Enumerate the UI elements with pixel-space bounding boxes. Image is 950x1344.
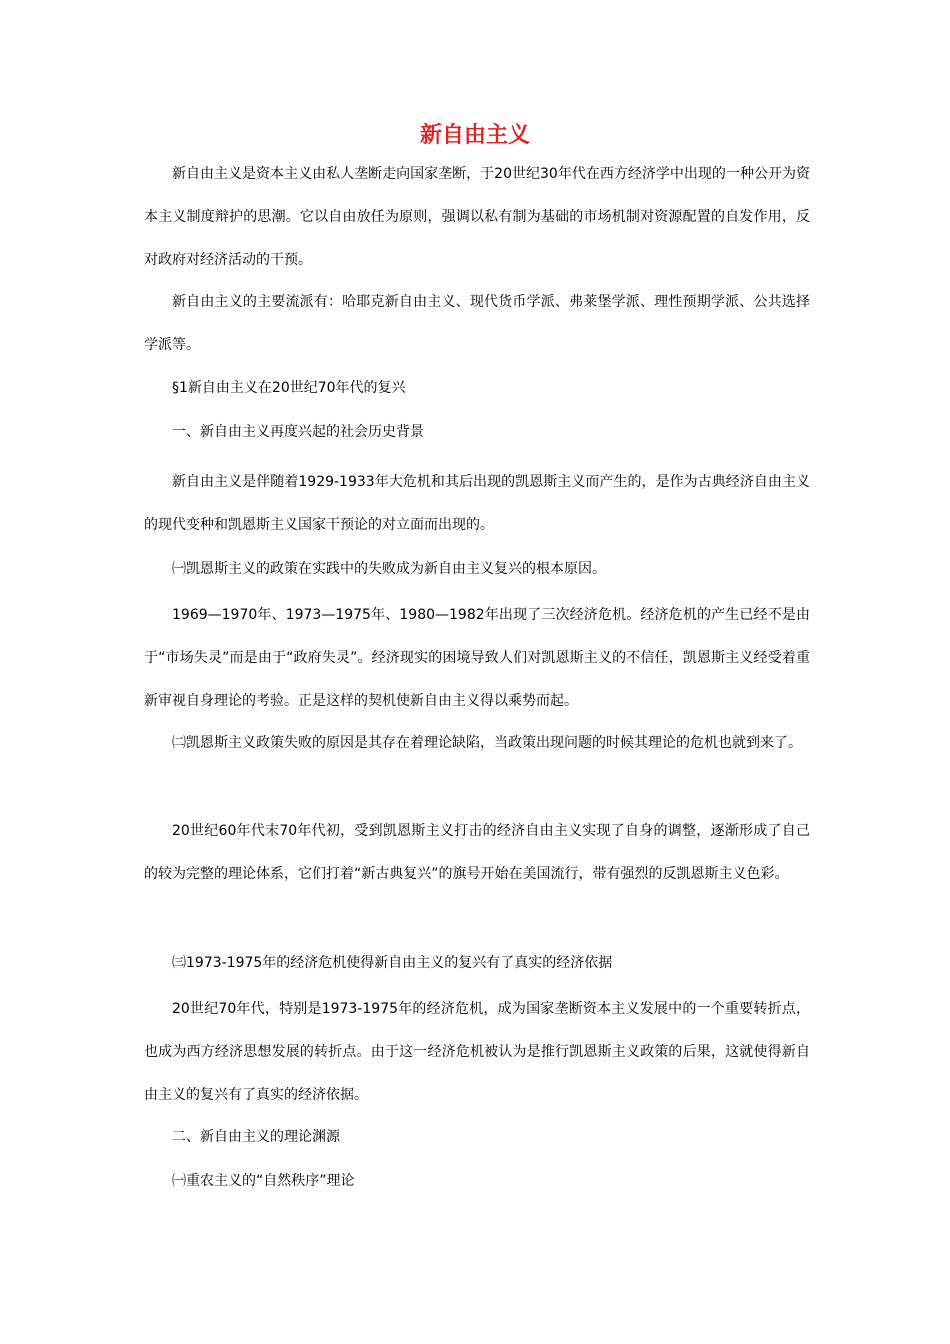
section-heading: §1新自由主义在20世纪70年代的复兴 (172, 380, 406, 396)
subsection-heading-2: 二、新自由主义的理论渊源 (172, 1129, 340, 1145)
point-heading-1: ㈠凯恩斯主义的政策在实践中的失败成为新自由主义复兴的根本原因。 (172, 561, 606, 577)
point-heading-3: ㈢1973-1975年的经济危机使得新自由主义的复兴有了真实的经济依据 (172, 955, 613, 971)
document-title: 新自由主义 (419, 123, 530, 148)
paragraph-crises: 1969—1970年、1973—1975年、1980—1982年出现了三次经济危机。经济危机的产生已经不是由于“市场失灵”而是由于“政府失灵”。经济现实的困境导致人们对凯恩斯主义的不信任，凯恩斯主义经受着重新审视自身理论的考验。正是这样的契机使新自由主义得以乘势而起。 (144, 607, 810, 709)
paragraph-intro: 新自由主义是资本主义由私人垄断走向国家垄断，于20世纪30年代在西方经济学中出现的一种公开为资本主义制度辩护的思潮。它以自由放任为原则，强调以私有制为基础的市场机制对资源配置的自发作用，反对政府对经济活动的干预。 (144, 166, 810, 268)
paragraph-revival: 20世纪60年代末70年代初，受到凯恩斯主义打击的经济自由主义实现了自身的调整，逐渐形成了自己的较为完整的理论体系，它们打着“新古典复兴”的旗号开始在美国流行，带有强烈的反凯恩斯主义色彩。 (144, 823, 810, 882)
paragraph-background: 新自由主义是伴随着1929-1933年大危机和其后出现的凯恩斯主义而产生的，是作为古典经济自由主义的现代变种和凯恩斯主义国家干预论的对立面而出现的。 (144, 474, 810, 533)
paragraph-schools: 新自由主义的主要流派有：哈耶克新自由主义、现代货币学派、弗莱堡学派、理性预期学派、公共选择学派等。 (144, 294, 810, 353)
subsection-heading: 一、新自由主义再度兴起的社会历史背景 (172, 424, 424, 440)
point-heading-2: ㈡凯恩斯主义政策失败的原因是其存在着理论缺陷，当政策出现问题的时候其理论的危机也就到来了。 (172, 735, 802, 751)
point-heading-physiocrats: ㈠重农主义的“自然秩序”理论 (172, 1173, 355, 1189)
paragraph-turning-point: 20世纪70年代，特别是1973-1975年的经济危机，成为国家垄断资本主义发展中的一个重要转折点，也成为西方经济思想发展的转折点。由于这一经济危机被认为是推行凯恩斯主义政策的后果，这就使得新自由主义的复兴有了真实的经济依据。 (144, 1001, 810, 1103)
